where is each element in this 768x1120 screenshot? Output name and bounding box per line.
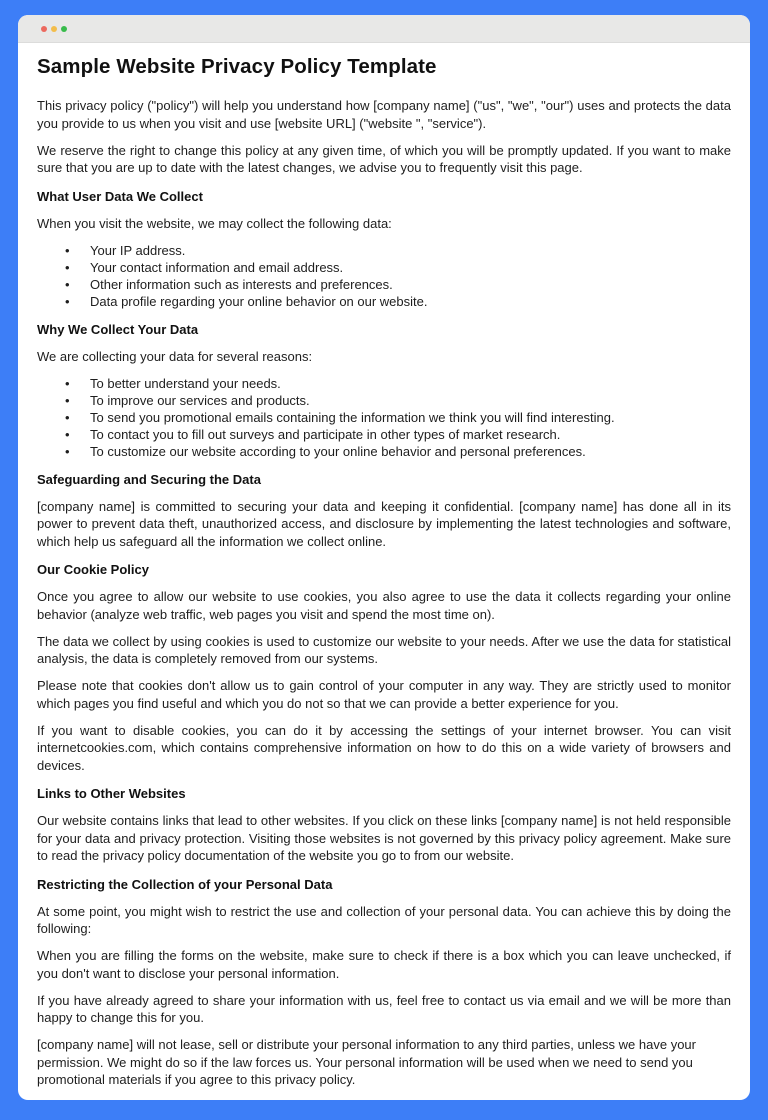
document-content	[18, 43, 750, 1089]
section-heading: What User Data We Collect	[37, 188, 203, 204]
close-button[interactable]	[41, 26, 47, 32]
paragraph: Once you agree to allow our website to use cookies, you also agree to use the data it collects regarding your online behavior (analyze web traffic, web pages you visit and spend the most time on).	[37, 589, 731, 622]
paragraph: The data we collect by using cookies is used to customize our website to your needs. After we use the data for statistical analysis, the data is completely removed from our systems.	[37, 633, 731, 666]
paragraph: We are collecting your data for several reasons:	[37, 348, 313, 364]
zoom-button[interactable]	[61, 26, 67, 32]
section-heading: Links to Other Websites	[37, 786, 186, 801]
paragraph: Please note that cookies don't allow us to gain control of your computer in any way. They are strictly used to monitor which pages you find useful and which you do not so that we can provide a better experience for you.	[37, 678, 731, 711]
paragraph: When you visit the website, we may collect the following data:	[37, 215, 392, 231]
minimize-button[interactable]	[51, 26, 57, 32]
paragraph: When you are filling the forms on the website, make sure to check if there is a box which you can leave unchecked, if you don't want to disclose your personal information.	[37, 948, 731, 981]
bullet-item: • To customize our website according to your online behavior and personal preferences.	[90, 443, 731, 460]
paragraph: This privacy policy ("policy") will help you understand how [company name] ("us", "we", "our") uses and protects the data you provide to us when you visit and use [website URL] ("website ", "service").	[37, 98, 731, 131]
paragraph: [company name] will not lease, sell or distribute your personal information to any third parties, unless we have your permission. We might do so if the law forces us. Your personal information will be used when we need to send you promotional materials if you agree to this privacy policy.	[37, 1037, 696, 1087]
bullet-item: • To contact you to fill out surveys and participate in other types of market research.	[90, 426, 731, 443]
window-titlebar	[18, 15, 750, 43]
bullet-item: • Other information such as interests and preferences.	[90, 276, 731, 293]
paragraph: If you want to disable cookies, you can do it by accessing the settings of your internet browser. You can visit internetcookies.com, which contains comprehensive information on how to do this on a wide variety of browsers and devices.	[37, 722, 731, 773]
bullet-item: • To improve our services and products.	[90, 392, 731, 409]
bullet-list	[37, 242, 731, 310]
section-heading: Restricting the Collection of your Personal Data	[37, 876, 333, 892]
paragraph: [company name] is committed to securing your data and keeping it confidential. [company name] has done all in its power to prevent data theft, unauthorized access, and disclosure by implementing the latest technologies and software, which help us safeguard all the information we collect online.	[37, 498, 731, 549]
paragraph: We reserve the right to change this policy at any given time, of which you will be promptly updated. If you want to make sure that you are up to date with the latest changes, we advise you to frequently visit this page.	[37, 142, 731, 175]
bullet-item: • Your IP address.	[90, 242, 731, 259]
section-heading: Our Cookie Policy	[37, 562, 149, 577]
paragraph: Our website contains links that lead to other websites. If you click on these links [company name] is not held responsible for your data and privacy protection. Visiting those websites is not governed by this privacy policy agreement. Make sure to read the privacy policy documentation of the website you go to from our website.	[37, 813, 731, 863]
page-title: Sample Website Privacy Policy Template	[37, 55, 437, 78]
bullet-item: • To send you promotional emails containing the information we think you will find interesting.	[90, 409, 731, 426]
document-body	[37, 97, 731, 1089]
browser-window	[18, 15, 750, 1100]
paragraph: If you have already agreed to share your information with us, feel free to contact us via email and we will be more than happy to change this for you.	[37, 992, 731, 1025]
section-heading: Why We Collect Your Data	[37, 321, 199, 337]
bullet-item: • Data profile regarding your online behavior on our website.	[90, 293, 731, 310]
bullet-item: • To better understand your needs.	[90, 375, 731, 392]
section-heading: Safeguarding and Securing the Data	[37, 471, 261, 487]
bullet-list	[37, 375, 731, 460]
bullet-item: • Your contact information and email address.	[90, 259, 731, 276]
paragraph: At some point, you might wish to restrict the use and collection of your personal data. You can achieve this by doing the following:	[37, 903, 731, 936]
